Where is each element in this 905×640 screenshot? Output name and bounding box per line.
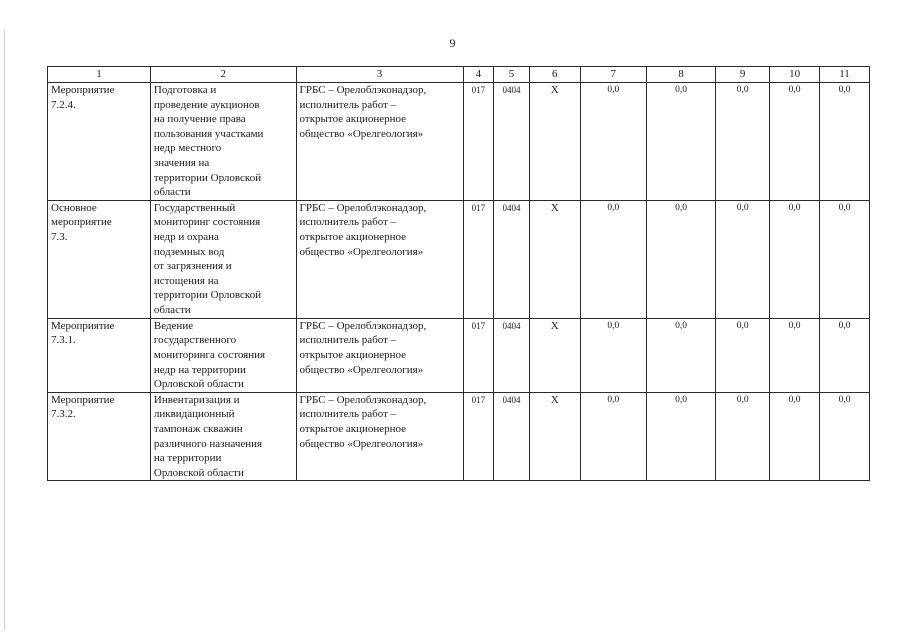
header-row bbox=[48, 67, 870, 83]
column-header-11: 11 bbox=[820, 67, 870, 83]
page-edge-line bbox=[4, 30, 5, 630]
value-col-10: 0,0 bbox=[770, 200, 820, 318]
code-col-6: Х bbox=[529, 318, 580, 392]
activity-description: Ведение государственного мониторинга состояния недр на территории Орловской области bbox=[150, 318, 296, 392]
value-col-7: 0,0 bbox=[580, 392, 646, 481]
value-col-10: 0,0 bbox=[770, 318, 820, 392]
value-col-9: 0,0 bbox=[716, 83, 770, 201]
value-col-10: 0,0 bbox=[770, 83, 820, 201]
code-col-4: 017 bbox=[463, 392, 494, 481]
value-col-11: 0,0 bbox=[820, 200, 870, 318]
activity-name: Основное мероприятие 7.3. bbox=[48, 200, 151, 318]
value-col-9: 0,0 bbox=[716, 318, 770, 392]
column-header-5: 5 bbox=[494, 67, 530, 83]
program-table bbox=[47, 66, 870, 481]
column-header-8: 8 bbox=[646, 67, 715, 83]
code-col-4: 017 bbox=[463, 83, 494, 201]
activity-executor: ГРБС – Орелоблэконадзор, исполнитель работ – открытое акционерное общество «Орелгеология» bbox=[296, 83, 463, 201]
value-col-8: 0,0 bbox=[646, 318, 715, 392]
value-col-8: 0,0 bbox=[646, 200, 715, 318]
column-header-6: 6 bbox=[529, 67, 580, 83]
column-header-9: 9 bbox=[716, 67, 770, 83]
activity-description: Государственный мониторинг состояния недр и охрана подземных вод от загрязнения и истощения на территории Орловской области bbox=[150, 200, 296, 318]
code-col-5: 0404 bbox=[494, 83, 530, 201]
code-col-4: 017 bbox=[463, 200, 494, 318]
column-header-10: 10 bbox=[770, 67, 820, 83]
value-col-7: 0,0 bbox=[580, 200, 646, 318]
code-col-6: Х bbox=[529, 83, 580, 201]
table-row bbox=[48, 318, 870, 392]
code-col-5: 0404 bbox=[494, 318, 530, 392]
column-header-3: 3 bbox=[296, 67, 463, 83]
activity-name: Мероприятие 7.2.4. bbox=[48, 83, 151, 201]
table-row bbox=[48, 83, 870, 201]
table-row bbox=[48, 200, 870, 318]
code-col-5: 0404 bbox=[494, 392, 530, 481]
activity-name: Мероприятие 7.3.1. bbox=[48, 318, 151, 392]
activity-executor: ГРБС – Орелоблэконадзор, исполнитель работ – открытое акционерное общество «Орелгеология» bbox=[296, 392, 463, 481]
activity-executor: ГРБС – Орелоблэконадзор, исполнитель работ – открытое акционерное общество «Орелгеология» bbox=[296, 318, 463, 392]
value-col-11: 0,0 bbox=[820, 318, 870, 392]
value-col-9: 0,0 bbox=[716, 200, 770, 318]
code-col-5: 0404 bbox=[494, 200, 530, 318]
table-row bbox=[48, 392, 870, 481]
page-number: 9 bbox=[449, 36, 456, 50]
value-col-10: 0,0 bbox=[770, 392, 820, 481]
code-col-4: 017 bbox=[463, 318, 494, 392]
activity-description: Инвентаризация и ликвидационный тампонаж скважин различного назначения на территории Орловской области bbox=[150, 392, 296, 481]
value-col-8: 0,0 bbox=[646, 83, 715, 201]
value-col-7: 0,0 bbox=[580, 83, 646, 201]
column-header-4: 4 bbox=[463, 67, 494, 83]
value-col-9: 0,0 bbox=[716, 392, 770, 481]
column-header-7: 7 bbox=[580, 67, 646, 83]
code-col-6: Х bbox=[529, 200, 580, 318]
value-col-11: 0,0 bbox=[820, 83, 870, 201]
code-col-6: Х bbox=[529, 392, 580, 481]
value-col-11: 0,0 bbox=[820, 392, 870, 481]
value-col-7: 0,0 bbox=[580, 318, 646, 392]
value-col-8: 0,0 bbox=[646, 392, 715, 481]
column-header-1: 1 bbox=[48, 67, 151, 83]
activity-name: Мероприятие 7.3.2. bbox=[48, 392, 151, 481]
activity-description: Подготовка и проведение аукционов на получение права пользования участками недр местного значения на территории Орловской области bbox=[150, 83, 296, 201]
column-header-2: 2 bbox=[150, 67, 296, 83]
activity-executor: ГРБС – Орелоблэконадзор, исполнитель работ – открытое акционерное общество «Орелгеология» bbox=[296, 200, 463, 318]
